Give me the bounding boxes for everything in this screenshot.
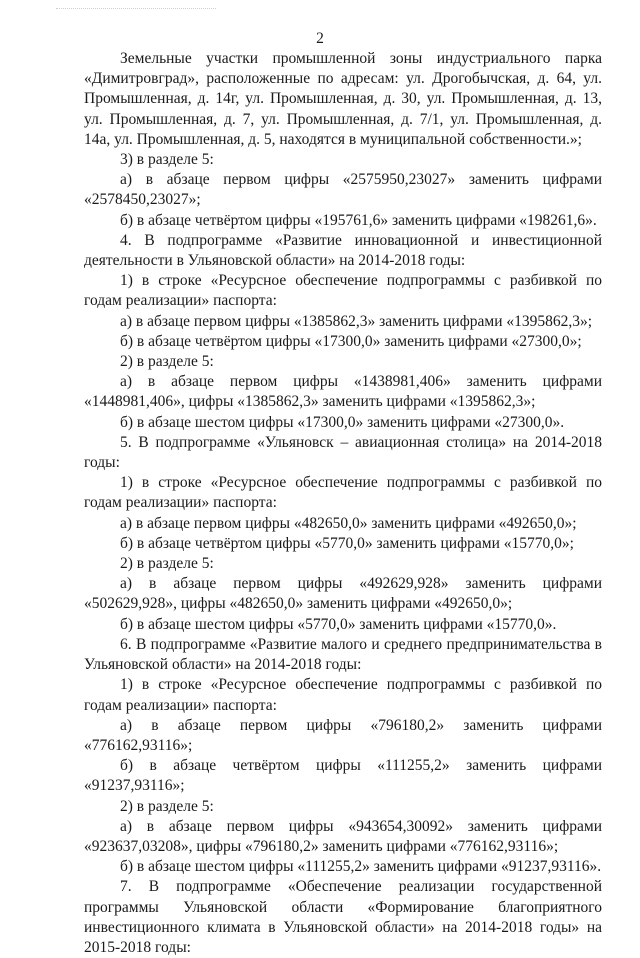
page-number: 2 (316, 30, 324, 47)
paragraph: 1) в строке «Ресурсное обеспечение подпрограммы с разбивкой по годам реализации» паспорта: (84, 474, 602, 512)
paragraph: б) в абзаце шестом цифры «5770,0» заменить цифрами «15770,0». (120, 615, 557, 633)
paragraph: а) в абзаце первом цифры «1385862,3» заменить цифрами «1395862,3»; (120, 312, 593, 330)
paragraph: 5. В подпрограмме «Ульяновск – авиационная столица» на 2014-2018 годы: (84, 433, 602, 472)
paragraph: а) в абзаце первом цифры «2575950,23027» заменить цифрами «2578450,23027»; (84, 171, 602, 209)
paragraph: 1) в строке «Ресурсное обеспечение подпрограммы с разбивкой по годам реализации» паспорта: (84, 676, 602, 714)
paragraph: б) в абзаце четвёртом цифры «17300,0» заменить цифрами «27300,0»; (120, 332, 582, 350)
scan-artifact (56, 8, 216, 13)
paragraph: Земельные участки промышленной зоны индустриального парка «Димитровград», расположенные по адресам: ул. Дрогобычская, д. 64, ул. Промышленная, д. 14г, ул. Промышленная, д. 30, ул. Промышленная, д. 13, ул. Промышленная, д. 7, ул. Промышленная, д. 7/1, ул. Промышленная, д. 14а, ул. Промышленная, д. 5, находятся в муниципальной собственности.»; (84, 50, 602, 148)
paragraph: 2) в разделе 5: (120, 353, 214, 371)
paragraph: 2) в разделе 5: (120, 555, 214, 573)
paragraph: 3) в разделе 5: (120, 151, 214, 169)
paragraph: б) в абзаце четвёртом цифры «5770,0» заменить цифрами «15770,0»; (120, 534, 574, 552)
paragraph: 7. В подпрограмме «Обеспечение реализации государственной программы Ульяновской области «Формирование благоприятного инвестиционного климата в Ульяновской области» на 2014-2018 годы» на 2015-2018 годы: (84, 878, 602, 956)
paragraph: б) в абзаце шестом цифры «111255,2» заменить цифрами «91237,93116». (120, 858, 602, 876)
paragraph: б) в абзаце четвёртом цифры «111255,2» заменить цифрами «91237,93116»; (84, 757, 602, 795)
paragraph: а) в абзаце первом цифры «1438981,406» заменить цифрами «1448981,406», цифры «1385862,3» заменить цифрами «1395862,3»; (84, 373, 602, 411)
paragraph: 2) в разделе 5: (120, 797, 214, 815)
paragraph: а) в абзаце первом цифры «943654,30092» заменить цифрами «923637,03208», цифры «796180,2» заменить цифрами «776162,93116»; (84, 817, 602, 855)
paragraph: а) в абзаце первом цифры «796180,2» заменить цифрами «776162,93116»; (84, 716, 602, 754)
paragraph: а) в абзаце первом цифры «482650,0» заменить цифрами «492650,0»; (120, 514, 577, 532)
paragraph: 6. В подпрограмме «Развитие малого и среднего предпринимательства в Ульяновской области» на 2014-2018 годы: (84, 635, 602, 674)
paragraph: 4. В подпрограмме «Развитие инновационной и инвестиционной деятельности в Ульяновской области» на 2014-2018 годы: (84, 231, 602, 270)
paragraph: 1) в строке «Ресурсное обеспечение подпрограммы с разбивкой по годам реализации» паспорта: (84, 272, 602, 310)
paragraph: а) в абзаце первом цифры «492629,928» заменить цифрами «502629,928», цифры «482650,0» заменить цифрами «492650,0»; (84, 575, 602, 613)
paragraph: б) в абзаце шестом цифры «17300,0» заменить цифрами «27300,0». (120, 413, 565, 431)
paragraph: б) в абзаце четвёртом цифры «195761,6» заменить цифрами «198261,6». (120, 211, 597, 229)
document-body (84, 49, 602, 958)
